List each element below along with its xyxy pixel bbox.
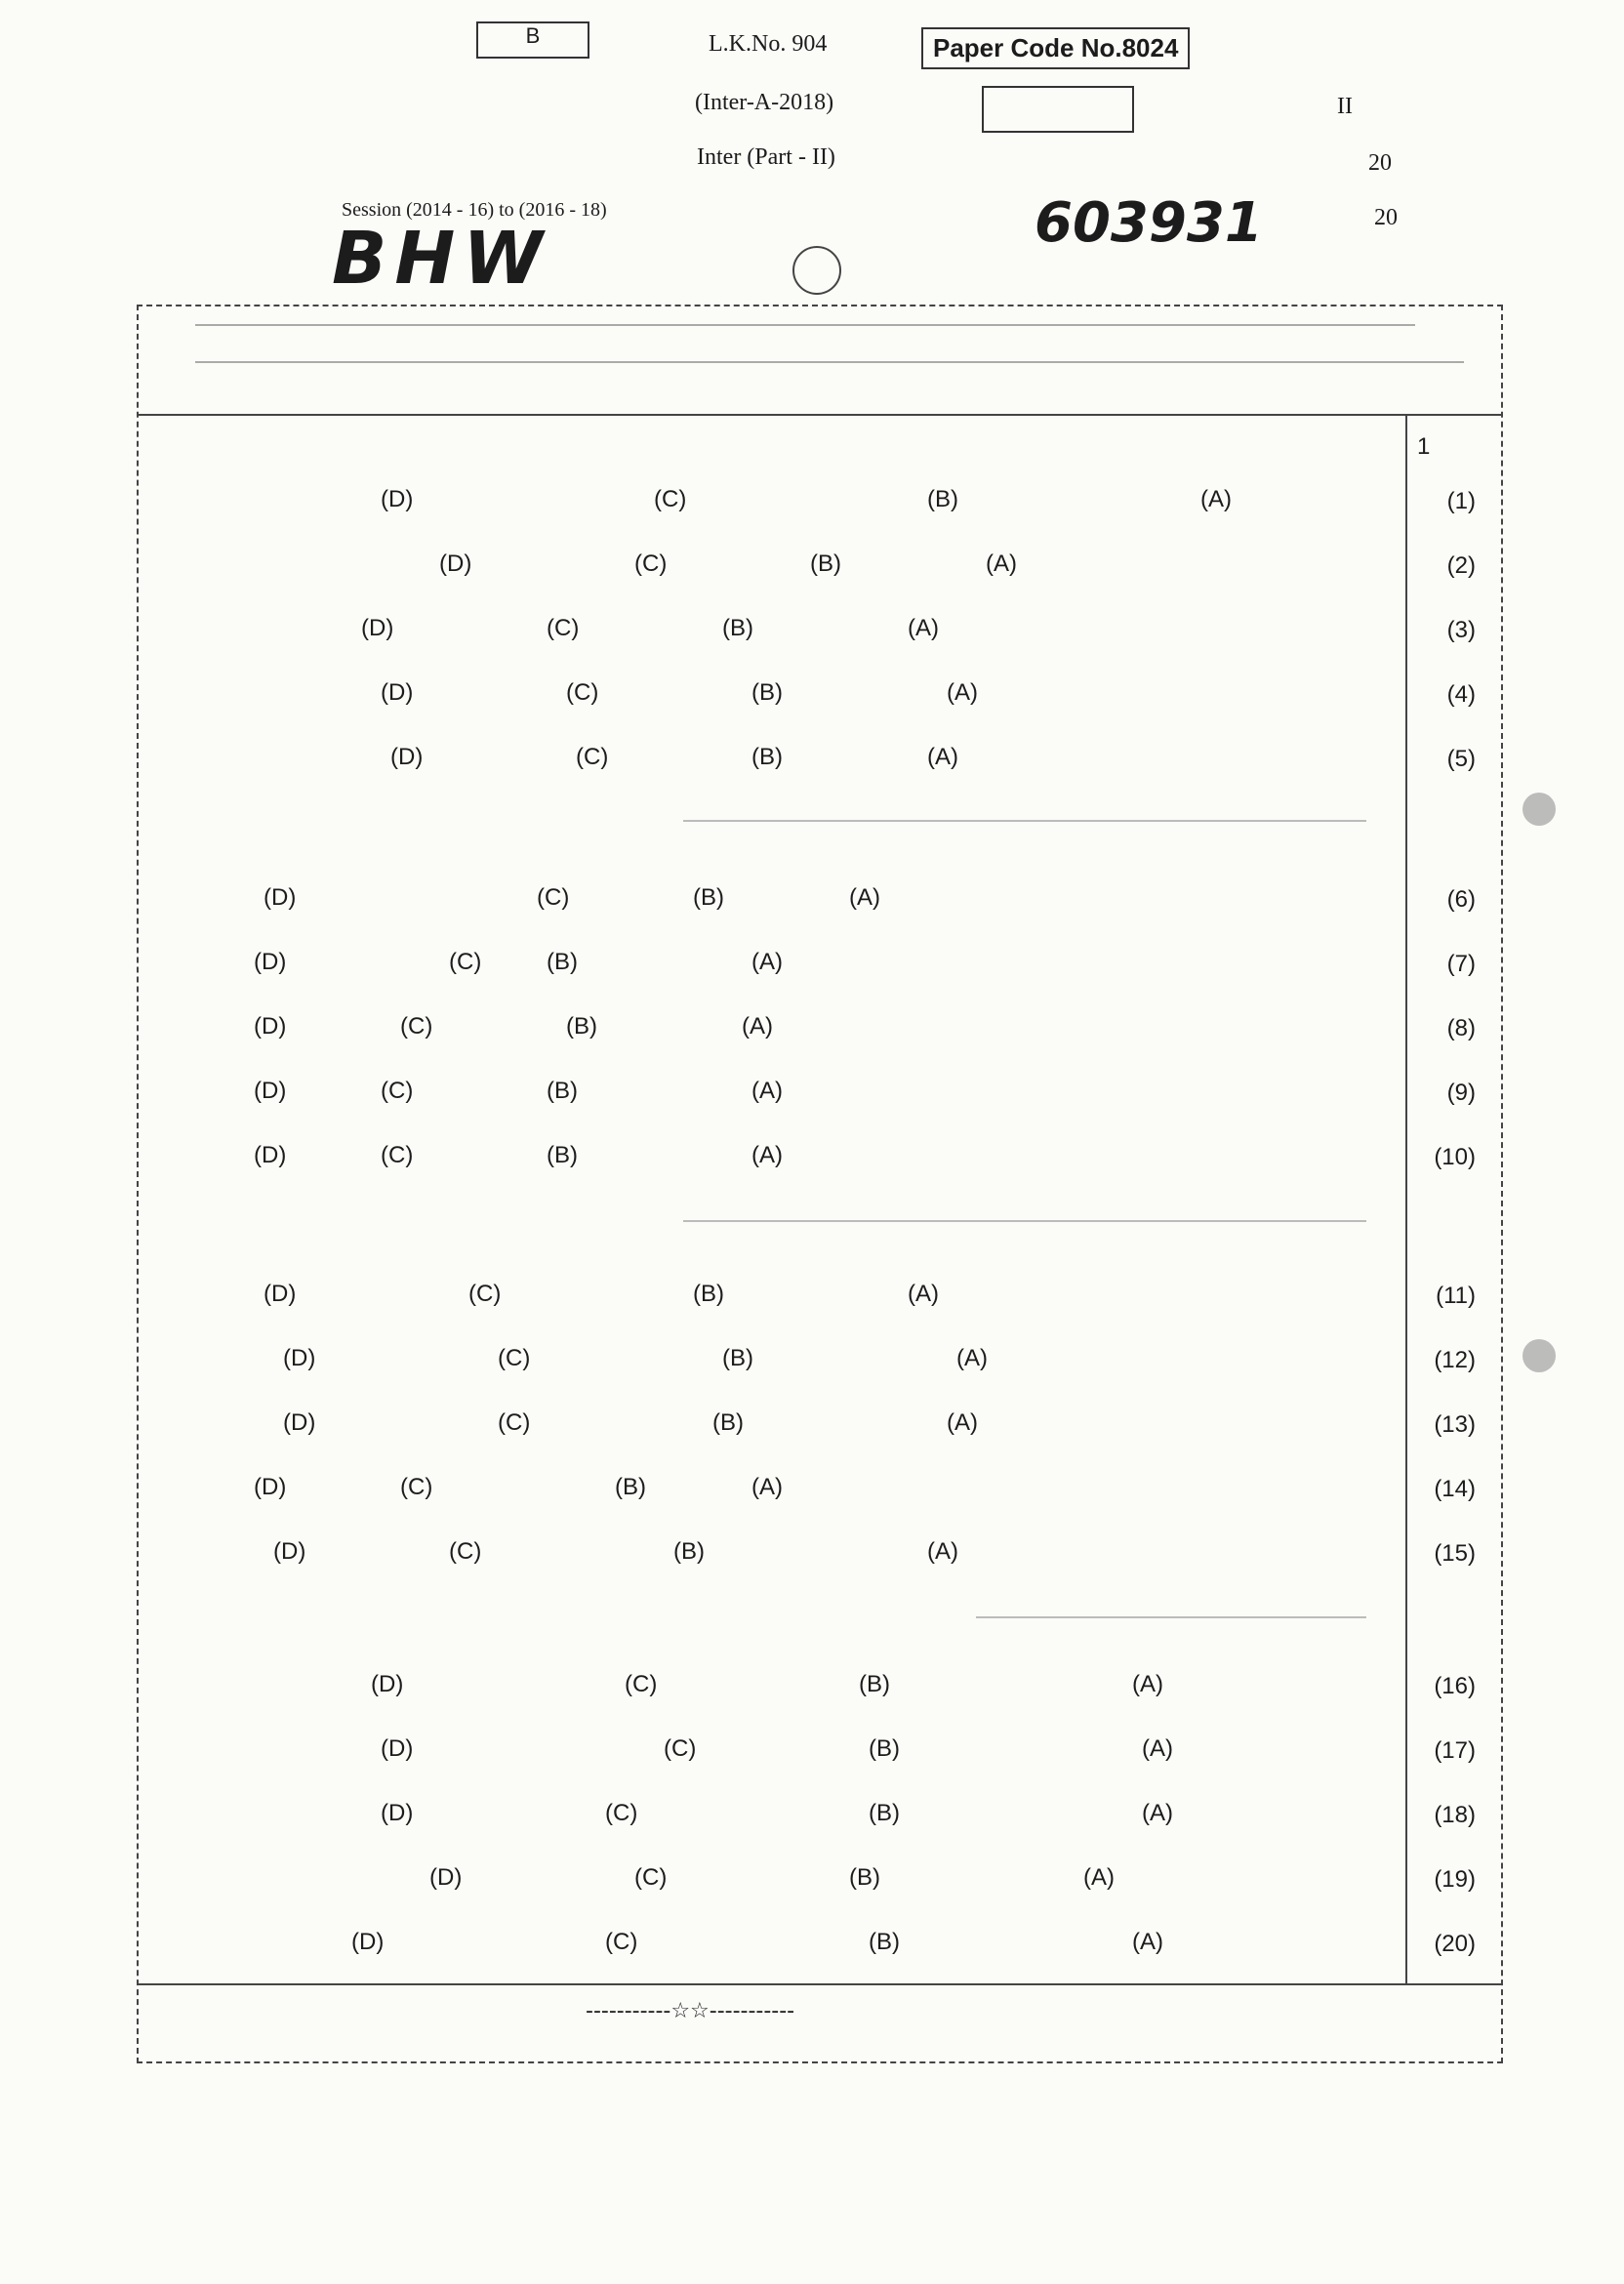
option-d[interactable]: (D) [381,1800,414,1826]
option-d[interactable]: (D) [254,1474,287,1500]
option-a[interactable]: (A) [1083,1864,1115,1891]
option-d[interactable]: (D) [254,949,287,975]
frame-left [137,305,139,2063]
option-b[interactable]: (B) [566,1013,597,1040]
punch-hole-icon [1522,793,1556,826]
question-number: (7) [1446,951,1476,977]
option-d[interactable]: (D) [264,1281,297,1307]
question-number: (6) [1446,886,1476,913]
question-number: (10) [1434,1144,1476,1170]
option-b[interactable]: (B) [547,949,578,975]
option-d[interactable]: (D) [351,1929,385,1955]
option-c[interactable]: (C) [468,1281,502,1307]
option-a[interactable]: (A) [947,1409,978,1436]
question-row [146,1136,1493,1183]
frame-top [137,305,1503,306]
option-c[interactable]: (C) [634,1864,668,1891]
option-b[interactable]: (B) [693,884,724,911]
option-b[interactable]: (B) [547,1078,578,1104]
frame-bottom [137,2061,1503,2063]
option-d[interactable]: (D) [283,1409,316,1436]
question-number: (2) [1446,552,1476,579]
question-row [146,480,1493,527]
exam-title: (Inter-A-2018) [695,90,834,115]
time-value: 20 [1368,150,1392,176]
question-row [146,1730,1493,1776]
option-c[interactable]: (C) [449,949,482,975]
option-d[interactable]: (D) [381,1735,414,1762]
option-d[interactable]: (D) [390,744,424,770]
option-c[interactable]: (C) [449,1538,482,1565]
question-row [146,609,1493,656]
question-row [146,1339,1493,1386]
option-a[interactable]: (A) [742,1013,773,1040]
option-a[interactable]: (A) [1142,1800,1173,1826]
question-number: (14) [1434,1476,1476,1502]
question-number: (11) [1436,1283,1476,1309]
question-number: (1) [1446,488,1476,514]
option-d[interactable]: (D) [429,1864,463,1891]
question-row [146,1468,1493,1515]
question-number: (8) [1446,1015,1476,1041]
option-d[interactable]: (D) [439,551,472,577]
version-box [476,21,589,59]
option-b[interactable]: (B) [751,744,783,770]
section-heading-line [976,1616,1366,1618]
option-d[interactable]: (D) [254,1013,287,1040]
option-b[interactable]: (B) [869,1929,900,1955]
option-d[interactable]: (D) [361,615,394,641]
instruction-line-1 [195,324,1415,326]
option-c[interactable]: (C) [381,1142,414,1168]
question-row [146,1858,1493,1905]
option-a[interactable]: (A) [986,551,1017,577]
footer-divider: -----------☆☆----------- [586,1999,795,2023]
option-c[interactable]: (C) [381,1078,414,1104]
question-number: (12) [1434,1347,1476,1373]
option-a[interactable]: (A) [1132,1929,1163,1955]
handwritten-number: 603931 [1035,191,1263,255]
option-c[interactable]: (C) [566,679,599,706]
option-d[interactable]: (D) [371,1671,404,1697]
paper-label: II [1337,94,1353,119]
question-number: (16) [1434,1673,1476,1699]
paper-code: Paper Code No.8024 [921,27,1190,69]
section-heading-line [683,1220,1366,1222]
option-c[interactable]: (C) [576,744,609,770]
option-c[interactable]: (C) [498,1345,531,1371]
question-row [146,1794,1493,1841]
option-a[interactable]: (A) [1200,486,1232,512]
question-row [146,1072,1493,1119]
option-a[interactable]: (A) [956,1345,988,1371]
question-row [146,1665,1493,1712]
question-number: (5) [1446,746,1476,772]
option-d[interactable]: (D) [254,1142,287,1168]
version-box-text: B [525,23,541,48]
option-b[interactable]: (B) [751,679,783,706]
grid-bottom-line [137,1983,1503,1985]
option-a[interactable]: (A) [751,1142,783,1168]
option-d[interactable]: (D) [283,1345,316,1371]
option-a[interactable]: (A) [1132,1671,1163,1697]
session-label: Session (2014 - 16) to (2016 - 18) [342,199,607,221]
option-c[interactable]: (C) [664,1735,697,1762]
question-number: (17) [1434,1737,1476,1764]
section-heading-line [683,820,1366,822]
option-d[interactable]: (D) [381,486,414,512]
option-a[interactable]: (A) [751,1078,783,1104]
option-c[interactable]: (C) [400,1474,433,1500]
option-a[interactable]: (A) [1142,1735,1173,1762]
option-b[interactable]: (B) [927,486,958,512]
option-b[interactable]: (B) [712,1409,744,1436]
question-number: (4) [1446,681,1476,708]
question-number: (19) [1434,1866,1476,1893]
handwritten-code: BHW [332,217,550,301]
option-c[interactable]: (C) [498,1409,531,1436]
marks-value: 20 [1374,205,1398,230]
option-a[interactable]: (A) [751,949,783,975]
option-b[interactable]: (B) [869,1735,900,1762]
question-row [146,878,1493,925]
option-a[interactable]: (A) [908,615,939,641]
option-b[interactable]: (B) [615,1474,646,1500]
grid-top-line [137,414,1503,416]
option-b[interactable]: (B) [849,1864,880,1891]
question-row [146,738,1493,785]
option-b[interactable]: (B) [869,1800,900,1826]
option-d[interactable]: (D) [273,1538,306,1565]
punch-hole-icon [1522,1339,1556,1372]
question-row [146,943,1493,990]
question-number: (15) [1434,1540,1476,1567]
option-a[interactable]: (A) [927,1538,958,1565]
option-d[interactable]: (D) [264,884,297,911]
question-number: (20) [1434,1931,1476,1957]
option-c[interactable]: (C) [547,615,580,641]
question-row [146,1923,1493,1970]
option-b[interactable]: (B) [547,1142,578,1168]
option-c[interactable]: (C) [634,551,668,577]
question-row [146,1007,1493,1054]
option-a[interactable]: (A) [751,1474,783,1500]
option-b[interactable]: (B) [859,1671,890,1697]
option-c[interactable]: (C) [605,1800,638,1826]
option-c[interactable]: (C) [400,1013,433,1040]
question-number: (18) [1434,1802,1476,1828]
option-d[interactable]: (D) [381,679,414,706]
option-b[interactable]: (B) [810,551,841,577]
option-c[interactable]: (C) [654,486,687,512]
option-a[interactable]: (A) [947,679,978,706]
board-seal-icon [792,246,841,295]
question-label-number: 1 [1417,433,1431,460]
part-label: Inter (Part - II) [697,144,835,170]
question-row [146,673,1493,720]
question-number: (9) [1446,1080,1476,1106]
option-a[interactable]: (A) [927,744,958,770]
option-b[interactable]: (B) [722,615,753,641]
question-row [146,1532,1493,1579]
lk-number: L.K.No. 904 [709,31,828,57]
question-row [146,545,1493,591]
option-a[interactable]: (A) [849,884,880,911]
option-b[interactable]: (B) [722,1345,753,1371]
question-row [146,1404,1493,1450]
option-c[interactable]: (C) [537,884,570,911]
instruction-line-2 [195,361,1464,363]
frame-right [1501,305,1503,2063]
question-number: (3) [1446,617,1476,643]
option-c[interactable]: (C) [605,1929,638,1955]
option-d[interactable]: (D) [254,1078,287,1104]
question-number: (13) [1434,1411,1476,1438]
option-a[interactable]: (A) [908,1281,939,1307]
option-b[interactable]: (B) [673,1538,705,1565]
option-c[interactable]: (C) [625,1671,658,1697]
question-row [146,1275,1493,1322]
option-b[interactable]: (B) [693,1281,724,1307]
group-box [982,86,1134,133]
